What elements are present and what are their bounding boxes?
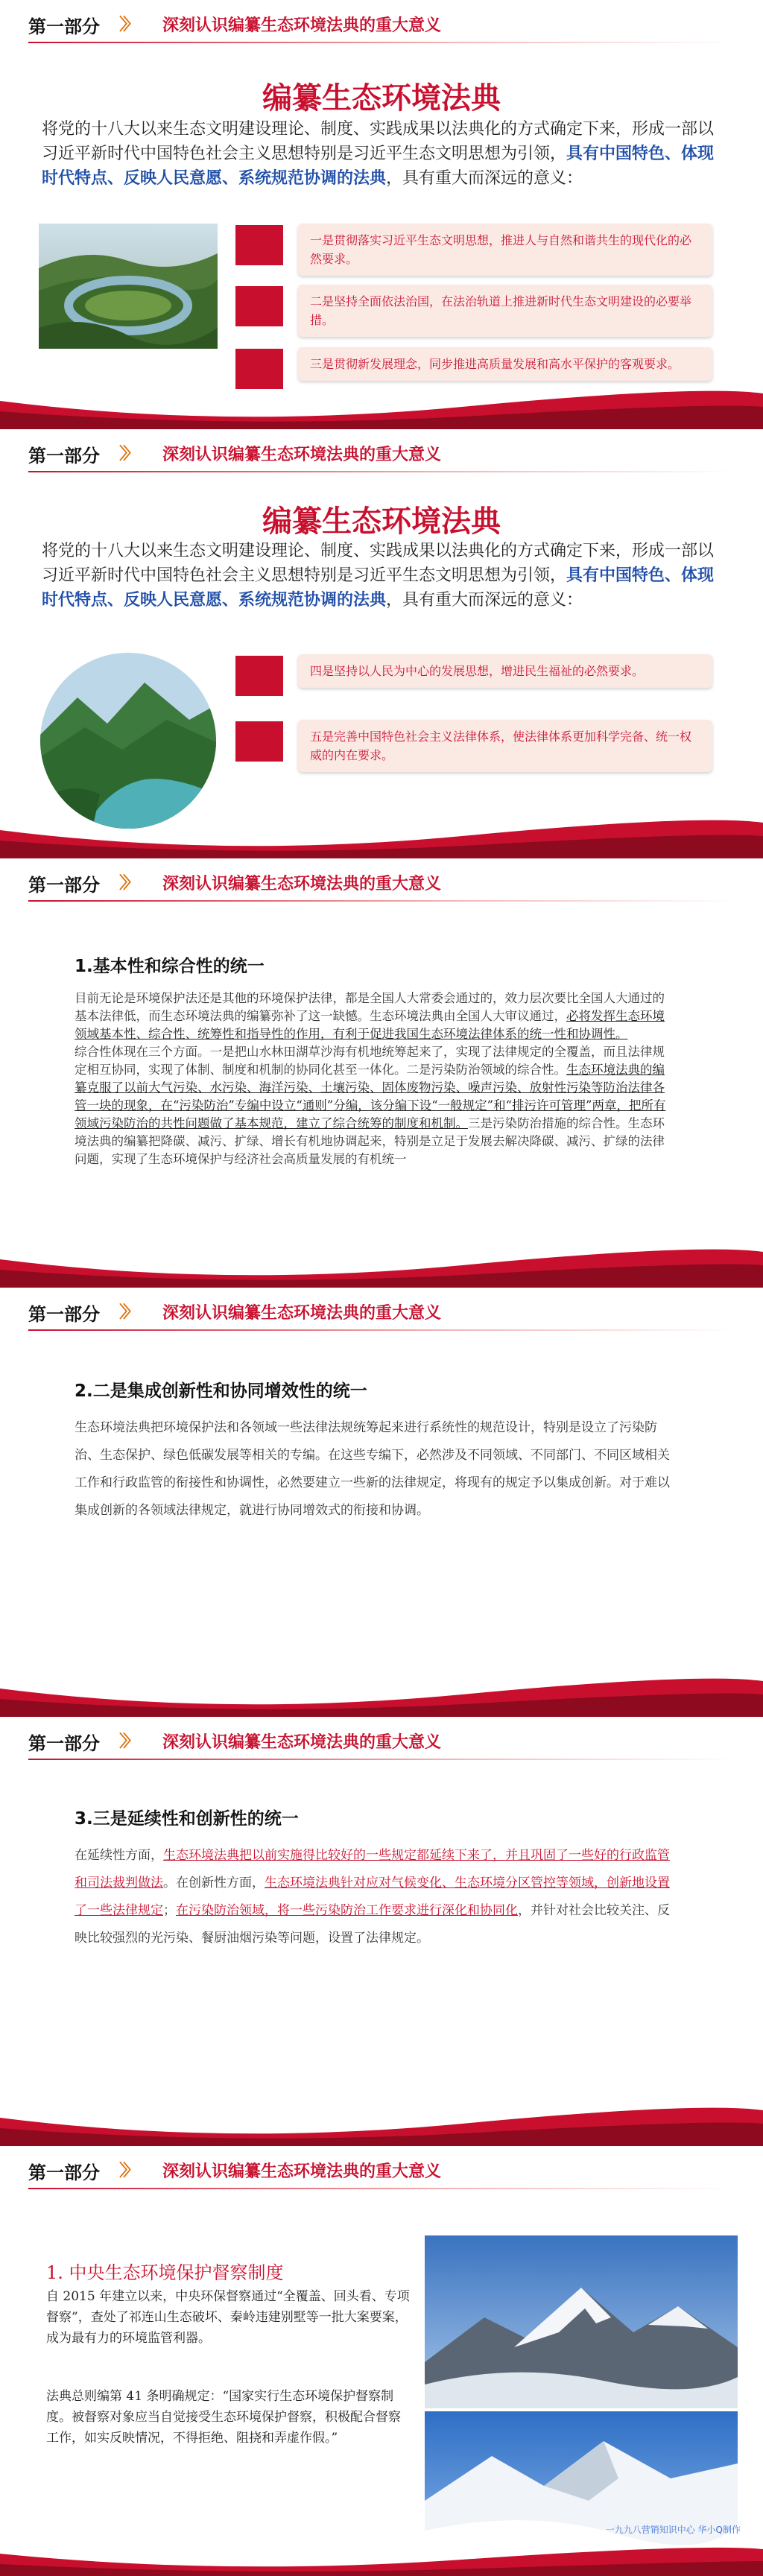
section-title: 深刻认识编纂生态环境法典的重大意义 [162, 1304, 442, 1323]
section-title: 深刻认识编纂生态环境法典的重大意义 [162, 2162, 442, 2181]
part-label: 第一部分 [28, 446, 100, 466]
double-arrow-icon: 〉〉 [119, 1303, 136, 1322]
meaning-card-3: 三是贯彻新发展理念，同步推进高质量发展和高水平保护的客观要求。 [298, 347, 712, 381]
body-paragraph: 目前无论是环境保护法还是其他的环境保护法律，都是全国人大常委会通过的，效力层次要比全国人大通过的基本法律低，而生态环境法典的编纂弥补了这一缺憾。生态环境法典由全国人大审议通过，必将发挥生态环境领域基本性、综合性、统筹性和指导性的作用，有利于促进我国生态环境法律体系的统一性和协调性。 综合性体现在三个方面。一是把山水林田湖草沙海有机地统筹起来了，实现了法律规定的全覆盖，而且法律规定相互协同，实现了体制、制度和机制的协同化甚至一体化。二是污染防治领域的综合性。生态环境法典的编纂克服了以前大气污染、水污染、海洋污染、土壤污染、固体废物污染、噪声污染、放射性污染等防治法律各管一块的现象，在“污染防治”专编中设立“通则”分编，该分编下设“一般规定”和“排污许可管理”两章，把所有领域污染防治的共性问题做了基本规范，建立了综合统筹的制度和机制。三是污染防治措施的综合性。生态环境法典的编纂把降碳、减污、扩绿、增长有机地协调起来，特别是立足于发展去解决降碳、减污、扩绿的法律问题，实现了生态环境保护与经济社会高质量发展的有机统一 [75, 991, 666, 1166]
intro-highlight: 具有中国特色、体现时代特点、反映人民意愿、系统规范协调的法典 [42, 566, 715, 610]
slide-1 [0, 0, 763, 429]
bullet-square [235, 225, 283, 265]
double-arrow-icon: 〉〉 [119, 2162, 136, 2180]
bullet-square [235, 349, 283, 389]
part-label: 第一部分 [28, 1733, 100, 1754]
header-divider [28, 1329, 735, 1331]
section-title: 深刻认识编纂生态环境法典的重大意义 [162, 1733, 442, 1752]
section-title: 深刻认识编纂生态环境法典的重大意义 [162, 16, 442, 35]
footer-wave [0, 2101, 763, 2146]
part-label: 第一部分 [28, 2162, 100, 2183]
slide-title: 编纂生态环境法典 [262, 81, 501, 115]
slide-header [0, 858, 763, 912]
bullet-square [235, 656, 283, 696]
section-heading: 2.二是集成创新性和协同增效性的统一 [75, 1382, 367, 1401]
slide-header [0, 2146, 763, 2200]
footer-wave [0, 1243, 763, 1288]
slide-header [0, 429, 763, 483]
footer-wave [0, 1672, 763, 1717]
snow-mountain-photo [425, 2235, 738, 2408]
section-title: 深刻认识编纂生态环境法典的重大意义 [162, 875, 442, 893]
meaning-card-2: 二是坚持全面依法治国，在法治轨道上推进新时代生态文明建设的必要举措。 [298, 285, 712, 337]
section-title: 深刻认识编纂生态环境法典的重大意义 [162, 446, 442, 464]
intro-paragraph: 将党的十八大以来生态文明建设理论、制度、实践成果以法典化的方式确定下来，形成一部以习近平新时代中国特色社会主义思想特别是习近平生态文明思想为引领，具有中国特色、体现时代特点、反映人民意愿、系统规范协调的法典，具有重大而深远的意义： [42, 120, 715, 188]
slide-2 [0, 429, 763, 858]
slide-5 [0, 1717, 763, 2146]
body-paragraph: 法典总则编第 41 条明确规定：“国家实行生态环境保护督察制度。被督察对象应当自觉接受生态环境保护督察，积极配合督察工作，如实反映情况，不得拒绝、阻挠和弄虚作假。” [46, 2389, 401, 2446]
intro-highlight: 具有中国特色、体现时代特点、反映人民意愿、系统规范协调的法典 [42, 144, 715, 188]
slide-title: 编纂生态环境法典 [262, 504, 501, 539]
double-arrow-icon: 〉〉 [119, 874, 136, 893]
footer-wave [0, 2531, 763, 2576]
part-label: 第一部分 [28, 16, 100, 37]
header-divider [28, 471, 735, 472]
header-divider [28, 42, 735, 43]
double-arrow-icon: 〉〉 [119, 1732, 136, 1751]
body-paragraph: 生态环境法典把环境保护法和各领域一些法律法规统筹起来进行系统性的规范设计，特别是设立了污染防治、生态保护、绿色低碳发展等相关的专编。在这些专编下，必然涉及不同领域、不同部门、不同区域相关工作和行政监管的衔接性和协调性，必然要建立一些新的法律规定，将现有的规定予以集成创新。对于难以集成创新的各领域法律规定，就进行协同增效式的衔接和协调。 [75, 1420, 670, 1518]
header-divider [28, 2188, 735, 2189]
part-label: 第一部分 [28, 875, 100, 896]
meaning-card-4: 四是坚持以人民为中心的发展思想，增进民生福祉的必然要求。 [298, 654, 712, 688]
bullet-square [235, 721, 283, 762]
section-heading: 1.基本性和综合性的统一 [75, 957, 265, 976]
double-arrow-icon: 〉〉 [119, 445, 136, 463]
header-divider [28, 900, 735, 902]
footer-wave [0, 814, 763, 858]
double-arrow-icon: 〉〉 [119, 16, 136, 34]
slide-6 [0, 2146, 763, 2576]
section-heading: 1. 中央生态环境保护督察制度 [46, 2262, 284, 2283]
meaning-card-1: 一是贯彻落实习近平生态文明思想，推进人与自然和谐共生的现代化的必然要求。 [298, 224, 712, 276]
section-heading: 3.三是延续性和创新性的统一 [75, 1809, 299, 1829]
slide-3 [0, 858, 763, 1288]
mountain-lake-photo [40, 653, 216, 829]
watermark-text: 一九九八营销知识中心 华小Q制作 [605, 2525, 741, 2535]
footer-wave [0, 384, 763, 429]
slide-header [0, 0, 763, 54]
body-paragraph: 自 2015 年建立以来，中央环保督察通过“全覆盖、回头看、专项督察”，查处了祁连山生态破坏、秦岭违建别墅等一批大案要案，成为最有力的环境监管利器。 [46, 2289, 410, 2346]
slide-4 [0, 1288, 763, 1717]
part-label: 第一部分 [28, 1304, 100, 1325]
slide-header [0, 1288, 763, 1341]
meaning-card-5: 五是完善中国特色社会主义法律体系，使法律体系更加科学完备、统一权威的内在要求。 [298, 720, 712, 772]
slide-header [0, 1717, 763, 1770]
intro-paragraph: 将党的十八大以来生态文明建设理论、制度、实践成果以法典化的方式确定下来，形成一部以习近平新时代中国特色社会主义思想特别是习近平生态文明思想为引领，具有中国特色、体现时代特点、反映人民意愿、系统规范协调的法典，具有重大而深远的意义： [42, 542, 715, 610]
body-paragraph: 在延续性方面，生态环境法典把以前实施得比较好的一些规定都延续下来了，并且巩固了一些好的行政监管和司法裁判做法。在创新性方面，生态环境法典针对应对气候变化、生态环境分区管控等领域，创新地设置了一些法律规定；在污染防治领域，将一些污染防治工作要求进行深化和协同化，并针对社会比较关注、反映比较强烈的光污染、餐厨油烟污染等问题，设置了法律规定。 [75, 1848, 670, 1946]
bullet-square [235, 286, 283, 326]
header-divider [28, 1759, 735, 1760]
river-bend-photo [39, 224, 218, 349]
